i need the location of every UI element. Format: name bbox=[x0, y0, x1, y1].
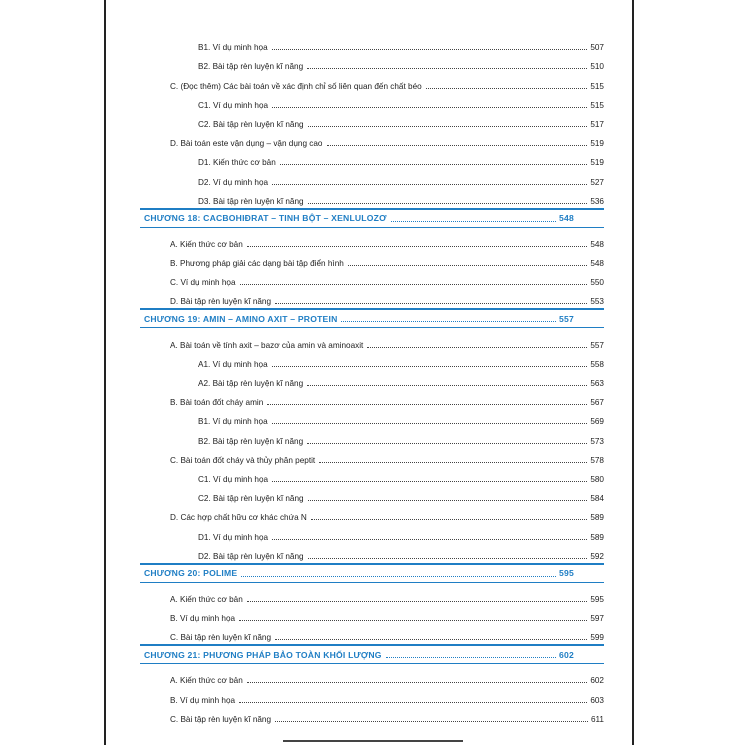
toc-page-number: 519 bbox=[590, 158, 604, 168]
toc-page-number: 595 bbox=[590, 594, 604, 604]
toc-section-entry[interactable] bbox=[140, 388, 604, 407]
toc-entry-title: A. Kiến thức cơ bản bbox=[170, 239, 243, 249]
toc-entry-title: A. Bài toán về tính axit – bazơ của amin và aminoaxit bbox=[170, 340, 364, 350]
toc-page-number: 527 bbox=[590, 177, 604, 187]
toc-page-number: 569 bbox=[590, 417, 604, 427]
toc-page-number: 589 bbox=[590, 513, 604, 523]
dot-leader bbox=[239, 702, 587, 703]
toc-entry-title: A2. Bài tập rèn luyện kĩ năng bbox=[198, 379, 304, 388]
toc-page-number: 548 bbox=[590, 239, 604, 249]
toc-entry-title: B2. Bài tập rèn luyện kĩ năng bbox=[198, 62, 304, 72]
toc-subsection-entry[interactable] bbox=[140, 167, 604, 186]
dot-leader bbox=[272, 107, 587, 108]
dot-leader bbox=[275, 639, 587, 640]
toc-section-entry[interactable] bbox=[140, 71, 604, 90]
toc-entry-title: C. Bài toán đốt cháy và thủy phân peptit bbox=[170, 455, 316, 465]
dot-leader bbox=[267, 404, 587, 405]
dot-leader bbox=[247, 246, 588, 247]
toc-subsection-entry[interactable] bbox=[140, 465, 604, 484]
toc-entry-title: D. Bài tập rèn luyện kĩ năng bbox=[170, 297, 272, 307]
toc-page-number: 589 bbox=[590, 532, 604, 542]
toc-chapter-heading[interactable] bbox=[140, 208, 604, 228]
toc-subsection-entry[interactable] bbox=[140, 484, 604, 503]
toc-page-number: 599 bbox=[590, 633, 604, 643]
toc-entry-title: B. Ví dụ minh họa bbox=[170, 614, 236, 624]
toc-entry-title: C. Bài tập rèn luyện kĩ năng bbox=[170, 633, 272, 643]
toc-entry-title: C. Bài tập rèn luyện kĩ năng bbox=[170, 714, 272, 724]
toc-entry-title: C1. Ví dụ minh họa bbox=[198, 100, 269, 110]
toc-entry-title: D. Các hợp chất hữu cơ khác chứa N bbox=[170, 513, 307, 523]
toc-chapter-heading[interactable] bbox=[140, 308, 604, 328]
dot-leader bbox=[319, 462, 587, 463]
toc-subsection-entry[interactable] bbox=[140, 369, 604, 388]
toc-entry-title: C1. Ví dụ minh họa bbox=[198, 474, 269, 484]
dot-leader bbox=[307, 443, 587, 444]
toc-page-number: 550 bbox=[590, 278, 604, 288]
dot-leader bbox=[307, 385, 587, 386]
toc-section-entry[interactable] bbox=[140, 666, 604, 685]
dot-leader bbox=[272, 184, 587, 185]
dot-leader bbox=[240, 284, 588, 285]
toc-entry-title: C. (Đọc thêm) Các bài toán về xác định chỉ số liên quan đến chất béo bbox=[170, 81, 422, 91]
dot-leader bbox=[272, 423, 588, 424]
dot-leader bbox=[327, 145, 588, 146]
toc-subsection-entry[interactable] bbox=[140, 33, 604, 52]
toc-page-number: 602 bbox=[559, 649, 574, 660]
toc-chapter-heading[interactable] bbox=[140, 563, 604, 583]
toc-page-number: 573 bbox=[590, 436, 604, 446]
toc-entry-title: D1. Ví dụ minh họa bbox=[198, 532, 269, 542]
dot-leader bbox=[241, 576, 556, 577]
table-of-contents bbox=[140, 33, 604, 724]
toc-section-entry[interactable] bbox=[140, 585, 604, 604]
toc-subsection-entry[interactable] bbox=[140, 350, 604, 369]
dot-leader bbox=[272, 366, 588, 367]
toc-section-entry[interactable] bbox=[140, 604, 604, 623]
toc-entry-title: D3. Bài tập rèn luyện kĩ năng bbox=[198, 196, 304, 206]
toc-subsection-entry[interactable] bbox=[140, 542, 604, 561]
toc-subsection-entry[interactable] bbox=[140, 522, 604, 541]
toc-page-number: 519 bbox=[590, 139, 604, 149]
toc-entry-title: D1. Kiến thức cơ bản bbox=[198, 158, 276, 168]
toc-page-number: 536 bbox=[590, 196, 604, 206]
dot-leader bbox=[308, 558, 588, 559]
dot-leader bbox=[275, 721, 588, 722]
toc-page-number: 515 bbox=[590, 81, 604, 91]
toc-subsection-entry[interactable] bbox=[140, 91, 604, 110]
dot-leader bbox=[386, 657, 556, 658]
toc-section-entry[interactable] bbox=[140, 129, 604, 148]
toc-entry-title: D. Bài toán este vận dụng – vận dụng cao bbox=[170, 139, 323, 149]
dot-leader bbox=[272, 481, 587, 482]
toc-entry-title: A. Kiến thức cơ bản bbox=[170, 594, 243, 604]
toc-subsection-entry[interactable] bbox=[140, 426, 604, 445]
toc-subsection-entry[interactable] bbox=[140, 52, 604, 71]
toc-page-number: 592 bbox=[590, 551, 604, 561]
toc-section-entry[interactable] bbox=[140, 685, 604, 704]
toc-page-number: 597 bbox=[590, 614, 604, 624]
dot-leader bbox=[391, 221, 556, 222]
page-left-border bbox=[104, 0, 106, 745]
toc-entry-title: C2. Bài tập rèn luyện kĩ năng bbox=[198, 494, 304, 504]
toc-page-number: 602 bbox=[590, 676, 604, 686]
toc-entry-title: CHƯƠNG 20: POLIME bbox=[144, 568, 238, 579]
toc-page-number: 515 bbox=[590, 100, 604, 110]
toc-page-number: 557 bbox=[559, 313, 574, 324]
toc-page-number: 580 bbox=[590, 474, 604, 484]
toc-entry-title: B1. Ví dụ minh họa bbox=[198, 417, 268, 427]
toc-section-entry[interactable] bbox=[140, 503, 604, 522]
dot-leader bbox=[272, 539, 587, 540]
toc-page-number: 517 bbox=[590, 119, 604, 129]
toc-page-number: 553 bbox=[590, 297, 604, 307]
toc-page-number: 558 bbox=[590, 359, 604, 369]
toc-section-entry[interactable] bbox=[140, 330, 604, 349]
toc-entry-title: B2. Bài tập rèn luyện kĩ năng bbox=[198, 436, 304, 446]
dot-leader bbox=[247, 601, 588, 602]
toc-entry-title: A1. Ví dụ minh họa bbox=[198, 359, 268, 369]
toc-page-number: 578 bbox=[590, 455, 604, 465]
dot-leader bbox=[341, 321, 556, 322]
dot-leader bbox=[308, 126, 588, 127]
toc-page-number: 595 bbox=[559, 568, 574, 579]
toc-page-number: 563 bbox=[590, 379, 604, 388]
toc-chapter-heading[interactable] bbox=[140, 644, 604, 664]
page-bottom-mark bbox=[283, 740, 463, 742]
toc-subsection-entry[interactable] bbox=[140, 148, 604, 167]
dot-leader bbox=[426, 88, 588, 89]
dot-leader bbox=[280, 164, 588, 165]
toc-page-number: 603 bbox=[590, 695, 604, 705]
page-right-border bbox=[632, 0, 634, 745]
toc-page-number: 507 bbox=[590, 43, 604, 53]
toc-section-entry[interactable] bbox=[140, 230, 604, 249]
toc-section-entry[interactable] bbox=[140, 446, 604, 465]
dot-leader bbox=[308, 500, 588, 501]
dot-leader bbox=[239, 620, 587, 621]
toc-page-number: 510 bbox=[590, 62, 604, 72]
toc-subsection-entry[interactable] bbox=[140, 187, 604, 206]
toc-page-number: 557 bbox=[590, 340, 604, 350]
toc-entry-title: CHƯƠNG 18: CACBOHIĐRAT – TINH BỘT – XENLULOZƠ bbox=[144, 213, 387, 224]
toc-entry-title: A. Kiến thức cơ bản bbox=[170, 676, 243, 686]
toc-page-number: 548 bbox=[559, 213, 574, 224]
toc-entry-title: D2. Ví dụ minh họa bbox=[198, 177, 269, 187]
dot-leader bbox=[307, 68, 587, 69]
toc-page-number: 611 bbox=[590, 714, 604, 724]
toc-entry-title: B1. Ví dụ minh họa bbox=[198, 43, 268, 53]
toc-entry-title: C2. Bài tập rèn luyện kĩ năng bbox=[198, 119, 304, 129]
dot-leader bbox=[272, 49, 588, 50]
toc-section-entry[interactable] bbox=[140, 249, 604, 268]
toc-entry-title: B. Bài toán đốt cháy amin bbox=[170, 398, 264, 408]
dot-leader bbox=[308, 203, 588, 204]
toc-entry-title: CHƯƠNG 21: PHƯƠNG PHÁP BẢO TOÀN KHỐI LƯỢNG bbox=[144, 649, 382, 660]
dot-leader bbox=[311, 519, 587, 520]
dot-leader bbox=[275, 303, 587, 304]
toc-entry-title: B. Phương pháp giải các dạng bài tập điển hình bbox=[170, 259, 344, 269]
toc-page-number: 567 bbox=[590, 398, 604, 408]
toc-page-number: 548 bbox=[590, 259, 604, 269]
dot-leader bbox=[367, 347, 587, 348]
toc-section-entry[interactable] bbox=[140, 287, 604, 306]
toc-entry-title: CHƯƠNG 19: AMIN – AMINO AXIT – PROTEIN bbox=[144, 313, 338, 324]
toc-subsection-entry[interactable] bbox=[140, 110, 604, 129]
toc-entry-title: C. Ví dụ minh họa bbox=[170, 278, 236, 288]
toc-subsection-entry[interactable] bbox=[140, 407, 604, 426]
toc-entry-title: B. Ví dụ minh họa bbox=[170, 695, 236, 705]
toc-page-number: 584 bbox=[590, 494, 604, 504]
toc-section-entry[interactable] bbox=[140, 623, 604, 642]
toc-section-entry[interactable] bbox=[140, 268, 604, 287]
toc-section-entry[interactable] bbox=[140, 705, 604, 724]
toc-entry-title: D2. Bài tập rèn luyện kĩ năng bbox=[198, 551, 304, 561]
dot-leader bbox=[247, 682, 588, 683]
dot-leader bbox=[348, 265, 588, 266]
